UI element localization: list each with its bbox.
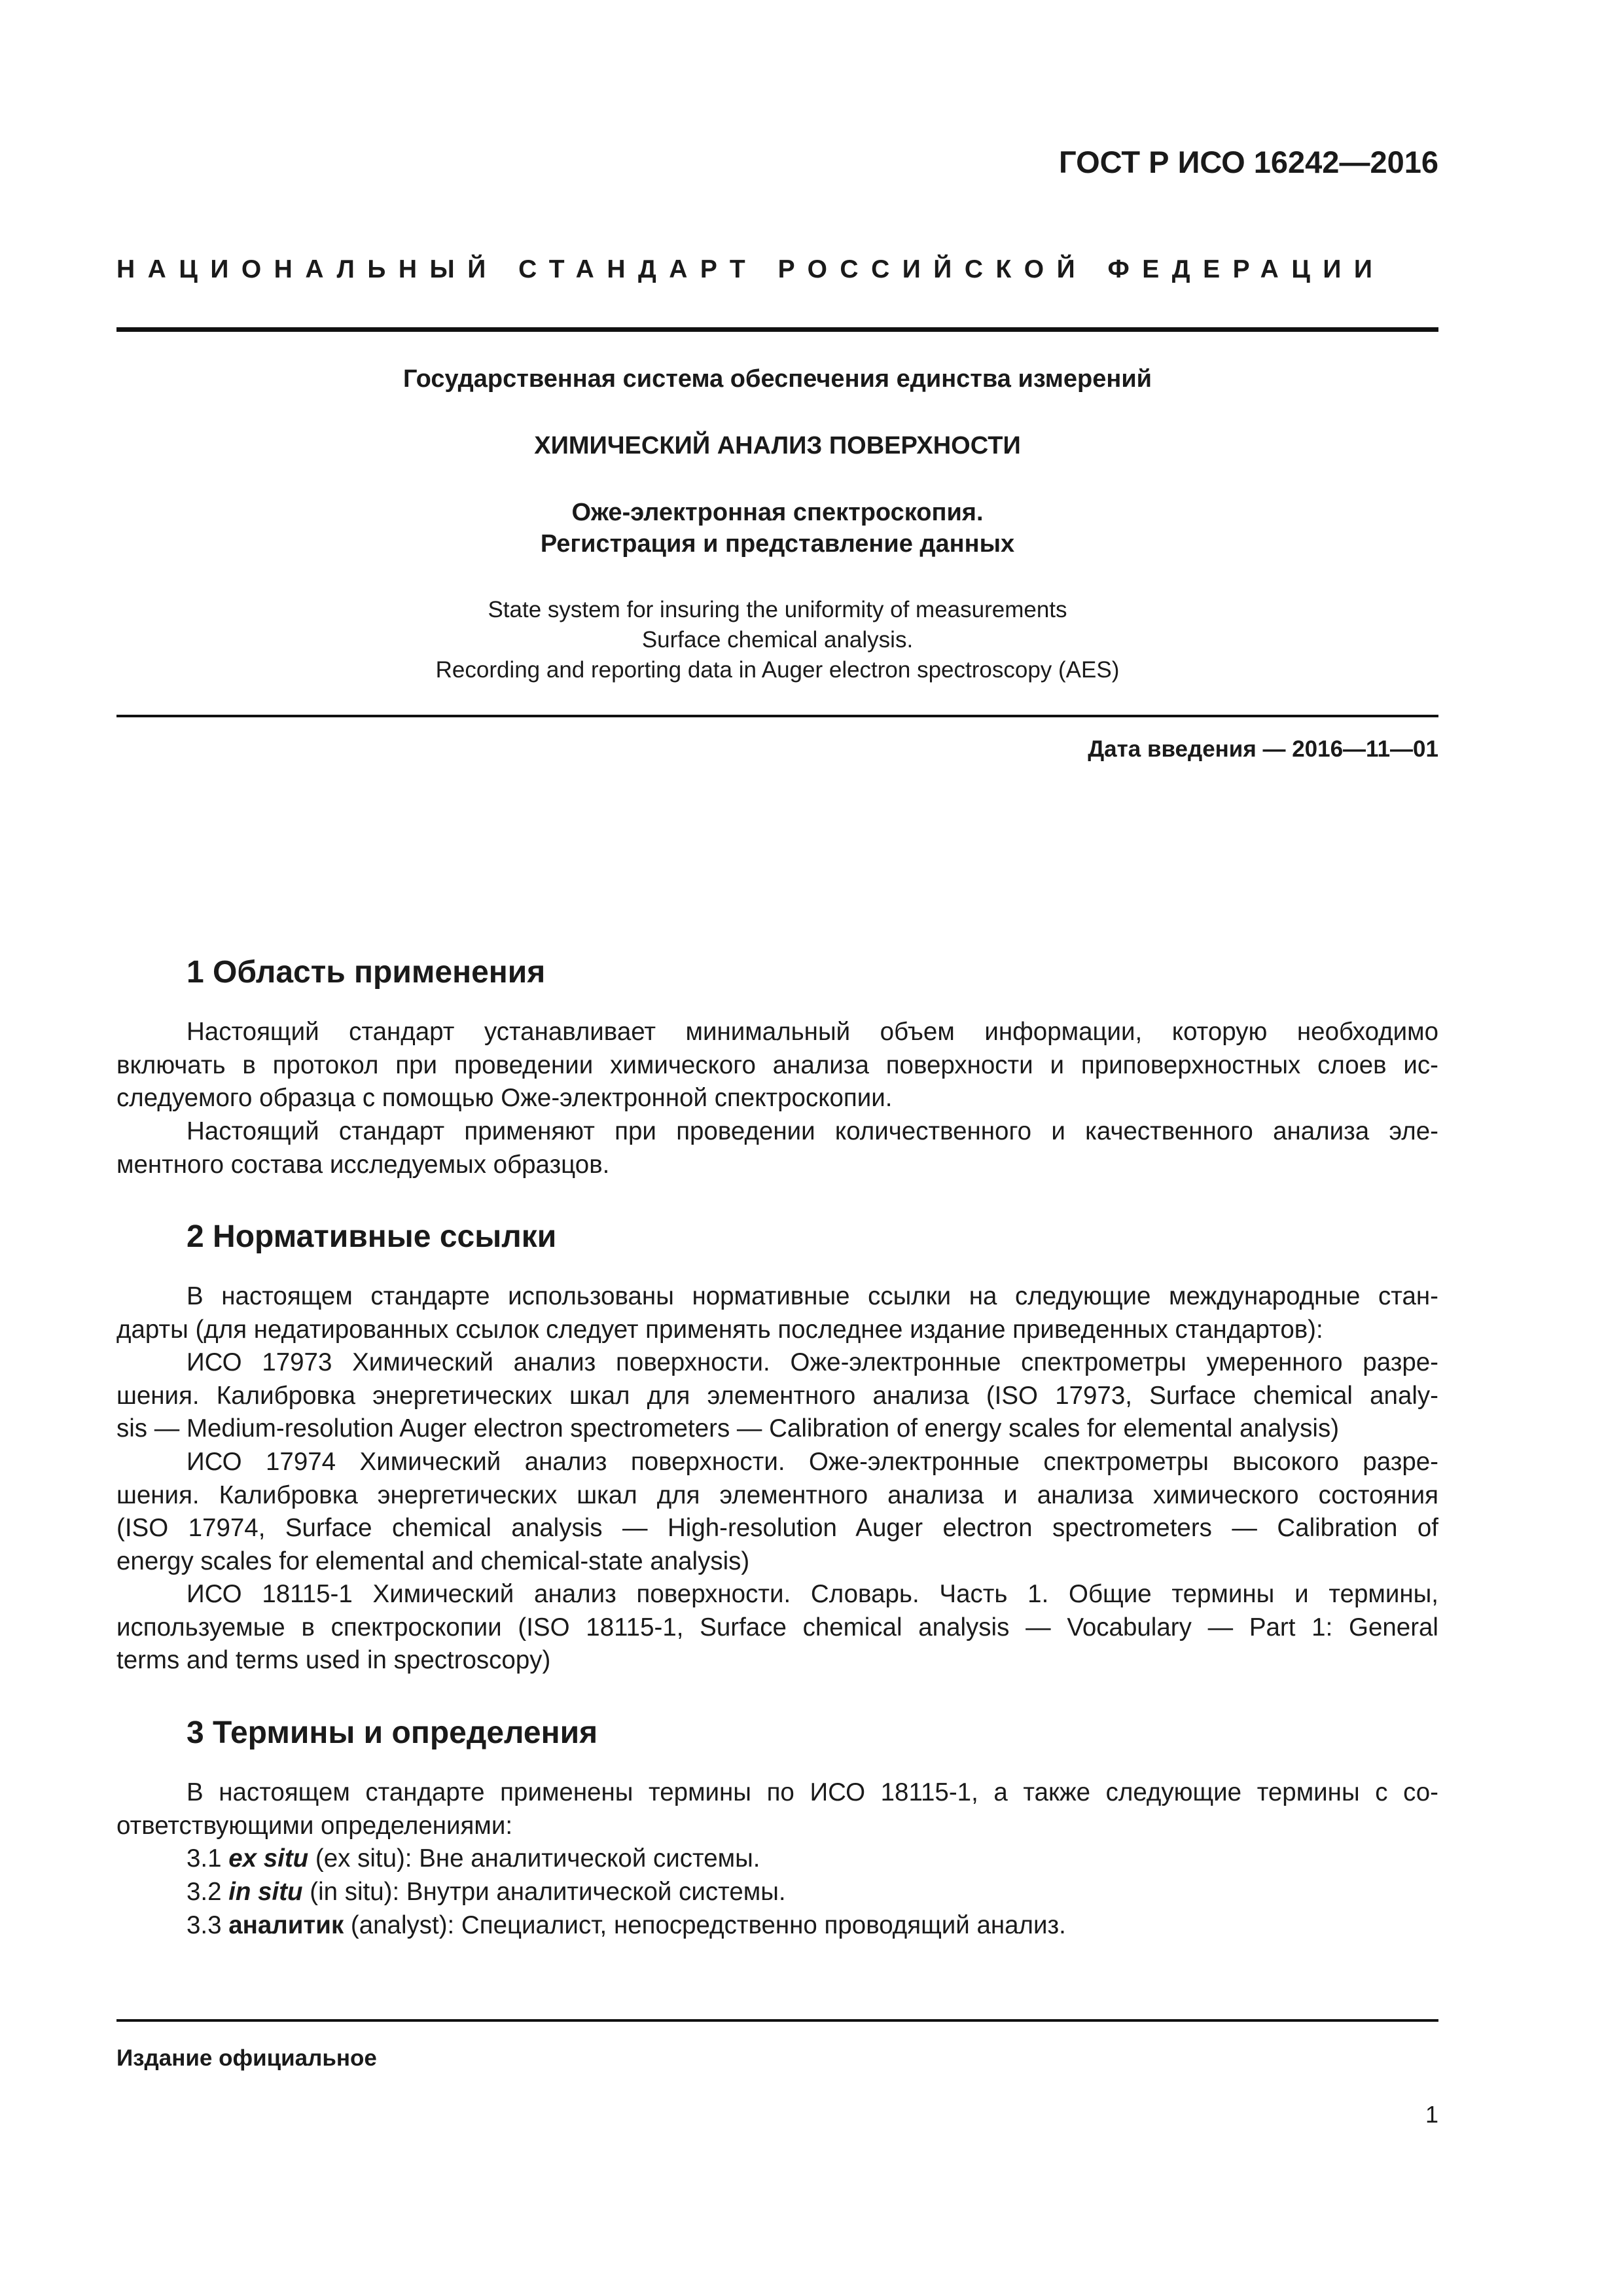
section-heading-scope: 1 Область применения bbox=[187, 955, 546, 990]
paragraph bbox=[116, 1016, 1438, 1115]
text-line: шения. Калибровка энергетических шкал для элементного анализа и анализа химического состояния bbox=[116, 1480, 1438, 1509]
footer-divider bbox=[116, 2019, 1438, 2022]
text-line: ментного состава исследуемых образцов. bbox=[116, 1150, 610, 1179]
definition-number: 3.1 bbox=[187, 1844, 229, 1873]
text-line: ИСО 17973 Химический анализ поверхности. Оже-электронные спектрометры умеренного разре- bbox=[187, 1348, 1438, 1376]
text-line: дарты (для недатированных ссылок следует применять последнее издание приведенных стандартов): bbox=[116, 1315, 1323, 1344]
definition-term: ex situ bbox=[228, 1844, 309, 1873]
text-line: sis — Medium-resolution Auger electron spectrometers — Calibration of energy scales for elemental analysis) bbox=[116, 1414, 1340, 1443]
english-title-line1: State system for insuring the uniformity of measurements bbox=[488, 597, 1067, 622]
title-sub-line2: Регистрация и представление данных bbox=[540, 530, 1015, 558]
definition-term: аналитик bbox=[228, 1911, 344, 1939]
section-heading-terms: 3 Термины и определения bbox=[187, 1715, 598, 1750]
definition-ex-situ bbox=[116, 1842, 1438, 1876]
definition-line bbox=[116, 1876, 1438, 1909]
text-line: Настоящий стандарт применяют при проведении количественного и качественного анализа эле- bbox=[187, 1117, 1438, 1145]
section-heading-normative-references: 2 Нормативные ссылки bbox=[187, 1219, 557, 1254]
text-line: Настоящий стандарт устанавливает минимальный объем информации, которую необходимо bbox=[187, 1018, 1438, 1046]
definition-number: 3.3 bbox=[187, 1911, 229, 1939]
text-line: следуемого образца с помощью Оже-электронной спектроскопии. bbox=[116, 1084, 893, 1112]
reference-iso-17973 bbox=[116, 1346, 1438, 1446]
reference-iso-17974 bbox=[116, 1446, 1438, 1578]
paragraph bbox=[116, 1115, 1438, 1181]
official-edition-label: Издание официальное bbox=[116, 2045, 377, 2071]
page-number: 1 bbox=[1425, 2101, 1438, 2128]
gost-code: ГОСТ Р ИСО 16242—2016 bbox=[1059, 145, 1438, 179]
text-line: В настоящем стандарте использованы нормативные ссылки на следующие международные стан- bbox=[187, 1282, 1438, 1310]
english-title-line3: Recording and reporting data in Auger electron spectroscopy (AES) bbox=[435, 657, 1120, 683]
text-line: В настоящем стандарте применены термины по ИСО 18115-1, а также следующие термины с со- bbox=[187, 1778, 1438, 1806]
text-line: шения. Калибровка энергетических шкал для элементного анализа (ISO 17973, Surface chemical analy- bbox=[116, 1381, 1438, 1410]
definition-term: in situ bbox=[228, 1878, 303, 1906]
reference-iso-18115-1 bbox=[116, 1578, 1438, 1677]
introduction-date: Дата введения — 2016—11—01 bbox=[1088, 736, 1438, 762]
text-line: ИСО 17974 Химический анализ поверхности. Оже-электронные спектрометры высокого разре- bbox=[187, 1448, 1438, 1476]
definition-number: 3.2 bbox=[187, 1878, 229, 1906]
definition-text: (ex situ): Вне аналитической системы. bbox=[308, 1844, 760, 1873]
title-sub-line1: Оже-электронная спектроскопия. bbox=[571, 499, 984, 526]
text-line: ответствующими определениями: bbox=[116, 1811, 513, 1840]
text-line: ИСО 18115-1 Химический анализ поверхности. Словарь. Часть 1. Общие термины и термины, bbox=[187, 1580, 1438, 1608]
text-line: (ISO 17974, Surface chemical analysis — High-resolution Auger electron spectrometers — Calibration of bbox=[116, 1514, 1438, 1542]
text-line: включать в протокол при проведении химического анализа поверхности и приповерхностных слоев ис- bbox=[116, 1050, 1438, 1079]
title-main: ХИМИЧЕСКИЙ АНАЛИЗ ПОВЕРХНОСТИ bbox=[534, 432, 1021, 459]
paragraph bbox=[116, 1280, 1438, 1346]
definition-in-situ bbox=[116, 1876, 1438, 1909]
definition-line bbox=[116, 1842, 1438, 1876]
english-title-line2: Surface chemical analysis. bbox=[641, 627, 914, 653]
text-line: energy scales for elemental and chemical-state analysis) bbox=[116, 1547, 750, 1575]
definition-analyst bbox=[116, 1909, 1438, 1943]
top-divider bbox=[116, 327, 1438, 332]
national-standard-banner: НАЦИОНАЛЬНЫЙ СТАНДАРТ РОССИЙСКОЙ ФЕДЕРАЦИИ bbox=[116, 255, 1385, 283]
paragraph bbox=[116, 1776, 1438, 1842]
definition-text: (analyst): Специалист, непосредственно проводящий анализ. bbox=[344, 1911, 1066, 1939]
text-line: terms and terms used in spectroscopy) bbox=[116, 1646, 551, 1674]
text-line: используемые в спектроскопии (ISO 18115-1, Surface chemical analysis — Vocabulary — Part 1: General bbox=[116, 1613, 1438, 1641]
definition-line bbox=[116, 1909, 1438, 1943]
title-system: Государственная система обеспечения единства измерений bbox=[402, 365, 1152, 393]
definition-text: (in situ): Внутри аналитической системы. bbox=[302, 1878, 786, 1906]
title-divider bbox=[116, 715, 1438, 717]
